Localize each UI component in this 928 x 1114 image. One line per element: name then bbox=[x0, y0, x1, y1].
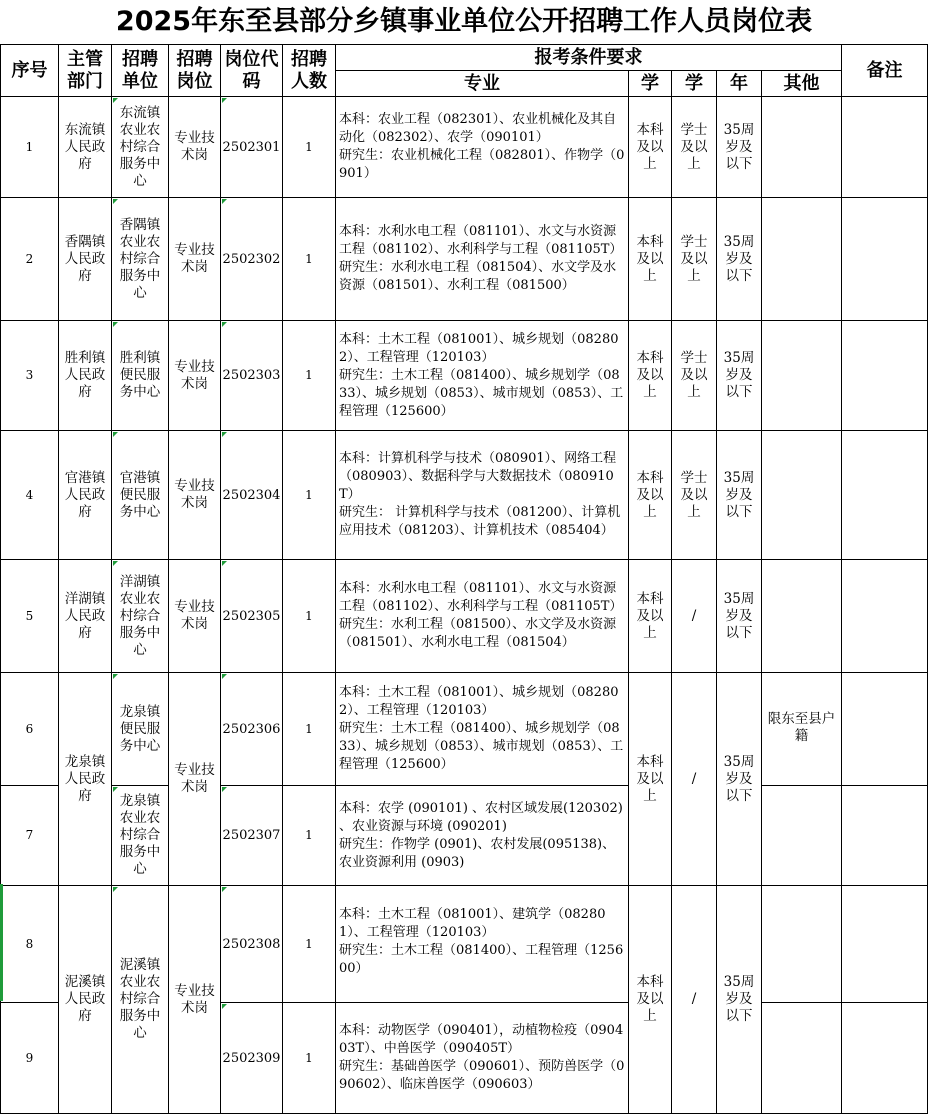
row-post: 专业技术岗 bbox=[169, 886, 221, 1114]
row-count: 1 bbox=[283, 560, 336, 673]
row-remark bbox=[842, 198, 928, 321]
row-post: 专业技术岗 bbox=[169, 321, 221, 431]
row-major: 本科：农业工程（082301）、农业机械化及其自动化（082302）、农学（090101） 研究生：农业机械化工程（082801）、作物学（0901） bbox=[336, 97, 629, 198]
row-seq: 2 bbox=[1, 198, 59, 321]
header-code: 岗位代码 bbox=[221, 45, 283, 97]
row-count: 1 bbox=[283, 198, 336, 321]
row-dept: 香隅镇人民政府 bbox=[59, 198, 112, 321]
job-table bbox=[0, 44, 928, 1114]
row-remark bbox=[842, 1003, 928, 1114]
header-requirements: 报考条件要求 bbox=[336, 45, 842, 71]
row-dept: 东流镇人民政府 bbox=[59, 97, 112, 198]
row-edu: 本科及以上 bbox=[629, 431, 672, 560]
header-dept: 主管部门 bbox=[59, 45, 112, 97]
row-code: 2502307 bbox=[221, 786, 283, 886]
row-other bbox=[762, 1003, 842, 1114]
header-count: 招聘人数 bbox=[283, 45, 336, 97]
row-edu: 本科及以上 bbox=[629, 560, 672, 673]
row-seq: 4 bbox=[1, 431, 59, 560]
row-age: 35周岁及以下 bbox=[717, 321, 762, 431]
header-age: 年 bbox=[717, 71, 762, 97]
row-count: 1 bbox=[283, 97, 336, 198]
row-post: 专业技术岗 bbox=[169, 560, 221, 673]
row-code: 2502306 bbox=[221, 673, 283, 786]
row-age: 35周岁及以下 bbox=[717, 886, 762, 1114]
row-code: 2502303 bbox=[221, 321, 283, 431]
table-row bbox=[1, 886, 928, 1003]
header-post: 招聘岗位 bbox=[169, 45, 221, 97]
row-unit: 龙泉镇便民服务中心 bbox=[112, 673, 169, 786]
row-remark bbox=[842, 431, 928, 560]
row-major: 本科：水利水电工程（081101）、水文与水资源工程（081102）、水利科学与工程（081105T） 研究生：水利工程（081500）、水文学及水资源（081501）、水利水电工程（081504） bbox=[336, 560, 629, 673]
row-major: 本科：水利水电工程（081101）、水文与水资源工程（081102）、水利科学与工程（081105T） 研究生：水利水电工程（081504）、水文学及水资源（081501）、水利工程（081500） bbox=[336, 198, 629, 321]
row-age: 35周岁及以下 bbox=[717, 97, 762, 198]
row-unit: 洋湖镇农业农村综合服务中心 bbox=[112, 560, 169, 673]
row-major: 本科：土木工程（081001）、城乡规划（082802）、工程管理（120103） 研究生：土木工程（081400）、城乡规划学（0833）、城乡规划（0853）、城市规划（0853）、工程管理（125600） bbox=[336, 673, 629, 786]
row-count: 1 bbox=[283, 673, 336, 786]
row-age: 35周岁及以下 bbox=[717, 198, 762, 321]
row-remark bbox=[842, 673, 928, 786]
page-title: 2025年东至县部分乡镇事业单位公开招聘工作人员岗位表 bbox=[115, 6, 813, 37]
row-degree: 学士及以上 bbox=[672, 321, 717, 431]
row-age: 35周岁及以下 bbox=[717, 560, 762, 673]
row-major: 本科：土木工程（081001）、建筑学（082801）、工程管理（120103） 研究生：土木工程（081400）、工程管理（125600） bbox=[336, 886, 629, 1003]
row-count: 1 bbox=[283, 1003, 336, 1114]
row-degree: 学士及以上 bbox=[672, 198, 717, 321]
row-age: 35周岁及以下 bbox=[717, 673, 762, 886]
header-other: 其他 bbox=[762, 71, 842, 97]
row-other bbox=[762, 198, 842, 321]
row-other bbox=[762, 886, 842, 1003]
row-count: 1 bbox=[283, 786, 336, 886]
table-row bbox=[1, 97, 928, 198]
row-edu: 本科及以上 bbox=[629, 673, 672, 886]
header-unit: 招聘单位 bbox=[112, 45, 169, 97]
row-degree: / bbox=[672, 673, 717, 886]
row-seq: 6 bbox=[1, 673, 59, 786]
row-unit: 东流镇农业农村综合服务中心 bbox=[112, 97, 169, 198]
table-row bbox=[1, 321, 928, 431]
row-other bbox=[762, 786, 842, 886]
row-major: 本科：动物医学（090401），动植物检疫（090403T）、中兽医学（090405T） 研究生：基础兽医学（090601）、预防兽医学（090602）、临床兽医学（090603） bbox=[336, 1003, 629, 1114]
row-count: 1 bbox=[283, 321, 336, 431]
row-dept: 龙泉镇人民政府 bbox=[59, 673, 112, 886]
row-post: 专业技术岗 bbox=[169, 673, 221, 886]
row-dept: 洋湖镇人民政府 bbox=[59, 560, 112, 673]
row-seq: 9 bbox=[1, 1003, 59, 1114]
row-post: 专业技术岗 bbox=[169, 97, 221, 198]
table-row bbox=[1, 198, 928, 321]
row-major: 本科：计算机科学与技术（080901）、网络工程（080903）、数据科学与大数据技术（080910T） 研究生： 计算机科学与技术（081200）、计算机应用技术（081203）、计算机技术（085404） bbox=[336, 431, 629, 560]
row-remark bbox=[842, 786, 928, 886]
row-age: 35周岁及以下 bbox=[717, 431, 762, 560]
row-seq: 5 bbox=[1, 560, 59, 673]
row-remark bbox=[842, 97, 928, 198]
row-major: 本科：土木工程（081001）、城乡规划（082802）、工程管理（120103） 研究生：土木工程（081400）、城乡规划学（0833）、城乡规划（0853）、城市规划（0853）、工程管理（125600） bbox=[336, 321, 629, 431]
header-remark: 备注 bbox=[842, 45, 928, 97]
row-major: 本科：农学 (090101) 、农村区域发展(120302) 、农业资源与环境 (090201) 研究生：作物学 (0901)、农村发展(095138)、农业资源利用 (0903) bbox=[336, 786, 629, 886]
row-seq: 1 bbox=[1, 97, 59, 198]
row-code: 2502309 bbox=[221, 1003, 283, 1114]
row-edu: 本科及以上 bbox=[629, 198, 672, 321]
row-remark bbox=[842, 321, 928, 431]
row-other bbox=[762, 321, 842, 431]
row-seq: 3 bbox=[1, 321, 59, 431]
row-edu: 本科及以上 bbox=[629, 321, 672, 431]
row-seq: 7 bbox=[1, 786, 59, 886]
row-degree: / bbox=[672, 560, 717, 673]
row-degree: 学士及以上 bbox=[672, 431, 717, 560]
row-unit: 胜利镇便民服务中心 bbox=[112, 321, 169, 431]
row-degree: / bbox=[672, 886, 717, 1114]
row-post: 专业技术岗 bbox=[169, 198, 221, 321]
row-other: 限东至县户籍 bbox=[762, 673, 842, 786]
row-dept: 官港镇人民政府 bbox=[59, 431, 112, 560]
row-post: 专业技术岗 bbox=[169, 431, 221, 560]
header-major: 专业 bbox=[336, 71, 629, 97]
row-count: 1 bbox=[283, 431, 336, 560]
header-edu: 学 bbox=[629, 71, 672, 97]
row-code: 2502304 bbox=[221, 431, 283, 560]
row-code: 2502305 bbox=[221, 560, 283, 673]
table-row bbox=[1, 673, 928, 786]
row-unit: 龙泉镇农业农村综合服务中心 bbox=[112, 786, 169, 886]
row-unit: 官港镇便民服务中心 bbox=[112, 431, 169, 560]
row-dept: 泥溪镇人民政府 bbox=[59, 886, 112, 1114]
row-count: 1 bbox=[283, 886, 336, 1003]
row-dept: 胜利镇人民政府 bbox=[59, 321, 112, 431]
row-unit: 香隅镇农业农村综合服务中心 bbox=[112, 198, 169, 321]
row-remark bbox=[842, 886, 928, 1003]
row-seq: 8 bbox=[1, 886, 59, 1003]
table-row bbox=[1, 560, 928, 673]
row-degree: 学士及以上 bbox=[672, 97, 717, 198]
row-unit: 泥溪镇农业农村综合服务中心 bbox=[112, 886, 169, 1114]
header-seq: 序号 bbox=[1, 45, 59, 97]
row-other bbox=[762, 431, 842, 560]
row-remark bbox=[842, 560, 928, 673]
row-selection-marker bbox=[0, 884, 3, 1001]
row-edu: 本科及以上 bbox=[629, 97, 672, 198]
table-row bbox=[1, 786, 928, 886]
row-other bbox=[762, 560, 842, 673]
row-edu: 本科及以上 bbox=[629, 886, 672, 1114]
table-row bbox=[1, 431, 928, 560]
row-code: 2502302 bbox=[221, 198, 283, 321]
row-code: 2502301 bbox=[221, 97, 283, 198]
row-other bbox=[762, 97, 842, 198]
header-degree: 学 bbox=[672, 71, 717, 97]
row-code: 2502308 bbox=[221, 886, 283, 1003]
